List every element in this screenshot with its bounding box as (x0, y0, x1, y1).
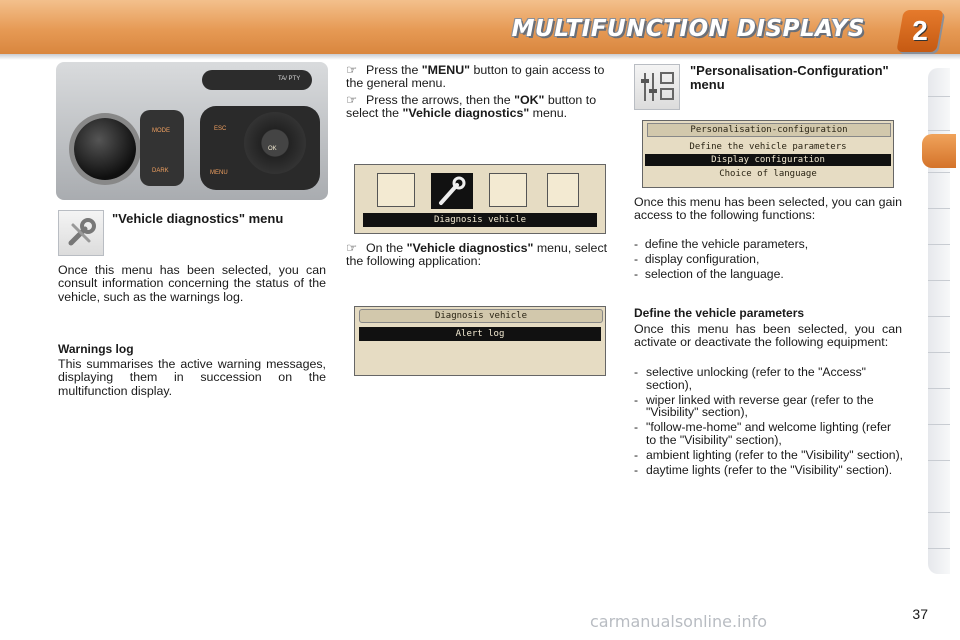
lcd2-title: Diagnosis vehicle (359, 309, 603, 323)
list-item (634, 394, 904, 420)
pointing-hand-icon: ☞ (346, 63, 358, 77)
phone-icon (547, 173, 579, 207)
vehicle-diagnostics-intro: Once this menu has been selected, you can consult information concerning the status of the vehicle, such as the warnings log. (58, 263, 326, 304)
step-press-arrows (346, 94, 616, 121)
pointing-hand-icon: ☞ (346, 241, 358, 255)
step2-text-end: menu. (529, 106, 568, 121)
lcd3-item-display: Display configuration (645, 154, 891, 166)
list-dash: - (634, 392, 639, 407)
diagnostics-icon-box (58, 210, 104, 256)
personalisation-intro: Once this menu has been selected, you can gain access to the following functions: (634, 195, 902, 223)
lcd1-selected-label: Diagnosis vehicle (363, 213, 597, 227)
lcd3-title: Personalisation-configuration (647, 123, 891, 137)
step2-menu-name: "Vehicle diagnostics" (402, 106, 530, 121)
mode-dark-buttons (140, 110, 184, 186)
step3-menu-name: "Vehicle diagnostics" (406, 241, 534, 255)
lcd3-item-parameters: Define the vehicle parameters (689, 142, 847, 152)
step-select-application (346, 242, 616, 269)
personalisation-icon-box (634, 64, 680, 110)
header-shade (0, 54, 960, 60)
ok-ring (244, 112, 306, 174)
list-item (634, 449, 904, 462)
list-item-text: selection of the language. (644, 266, 784, 281)
personalisation-list (634, 238, 904, 280)
tab-divider (928, 130, 950, 131)
tab-divider (928, 424, 950, 425)
define-parameters-list (634, 366, 904, 478)
tab-divider (928, 316, 950, 317)
list-item-text: wiper linked with reverse gear (refer to the "Visibility" section), (646, 392, 874, 420)
list-dash: - (634, 462, 639, 477)
list-dash: - (634, 365, 639, 379)
lcd-personalisation-menu (642, 120, 894, 188)
list-item-text: define the vehicle parameters, (644, 237, 809, 251)
music-icon (377, 173, 415, 207)
step1-menu-key: "MENU" (421, 63, 471, 77)
list-item: - display configuration, (634, 251, 760, 266)
define-parameters-intro: Once this menu has been selected, you can activate or deactivate the following equipment: (634, 322, 902, 350)
warnings-log-text: This summarises the active warning messages, displaying them in succession on the multifunction display. (58, 357, 326, 398)
list-item (634, 464, 904, 477)
step1-text: Press the (366, 63, 422, 77)
section-tab-active[interactable] (922, 134, 956, 168)
list-item-text: selective unlocking (refer to the "Access" section), (646, 365, 866, 392)
tab-divider (928, 460, 950, 461)
step2-ok-key: "OK" (514, 93, 545, 107)
step2-text: Press the arrows, then the (366, 93, 515, 107)
mode-button-label: MODE (152, 128, 170, 134)
settings-sliders-icon (635, 65, 679, 109)
esc-button-label: ESC (214, 126, 227, 132)
lcd3-item-language: Choice of language (719, 169, 817, 179)
list-item: - define the vehicle parameters, (634, 237, 809, 251)
vehicle-diagnostics-heading: "Vehicle diagnostics" menu (112, 211, 284, 226)
tab-divider (928, 280, 950, 281)
list-dash: - (634, 447, 639, 462)
step-press-menu (346, 64, 616, 91)
tab-divider (928, 96, 950, 97)
menu-button-label: MENU (210, 170, 228, 176)
list-item-text: daytime lights (refer to the "Visibility" section). (646, 462, 893, 477)
list-item (634, 421, 904, 447)
step1-text-end: button to gain access to the general menu. (346, 63, 605, 91)
step3-text-end: menu, select the following application: (346, 241, 608, 269)
page-title: MULTIFUNCTION DISPLAYS (511, 16, 865, 42)
warnings-log-title: Warnings log (58, 342, 134, 356)
chapter-number: 2 (912, 15, 928, 46)
list-item (634, 366, 904, 392)
page-number: 37 (912, 606, 928, 622)
ta-pty-button-label: TA/ PTY (278, 76, 301, 82)
list-dash: - (634, 420, 639, 435)
chapter-badge (896, 10, 943, 52)
ok-button-label: OK (268, 146, 277, 152)
lcd2-selected-item: Alert log (359, 327, 601, 341)
define-parameters-title: Define the vehicle parameters (634, 306, 805, 320)
list-item-text: "follow-me-home" and welcome lighting (refer to the "Visibility" section), (646, 420, 892, 447)
step2-text-mid: button to select the (346, 93, 597, 121)
lcd-main-menu (354, 164, 606, 234)
lcd-diagnosis-menu (354, 306, 606, 376)
settings-sliders-icon (489, 173, 527, 207)
step3-text: On the (366, 241, 407, 255)
list-item-text: ambient lighting (refer to the "Visibility" section), (646, 447, 904, 462)
tab-divider (928, 512, 950, 513)
watermark: carmanualsonline.info (590, 612, 768, 631)
tab-divider (928, 388, 950, 389)
tab-divider (928, 548, 950, 549)
pointing-hand-icon: ☞ (346, 93, 358, 107)
list-item: - selection of the language. (634, 266, 784, 281)
dark-button-label: DARK (152, 168, 169, 174)
personalisation-heading: "Personalisation-Configuration" menu (690, 63, 889, 92)
tab-divider (928, 172, 950, 173)
tab-divider (928, 244, 950, 245)
wrench-screwdriver-icon (59, 211, 103, 255)
tab-divider (928, 208, 950, 209)
wrench-icon (431, 173, 473, 209)
tab-divider (928, 352, 950, 353)
control-knob (74, 118, 136, 180)
list-item-text: display configuration, (644, 251, 760, 266)
